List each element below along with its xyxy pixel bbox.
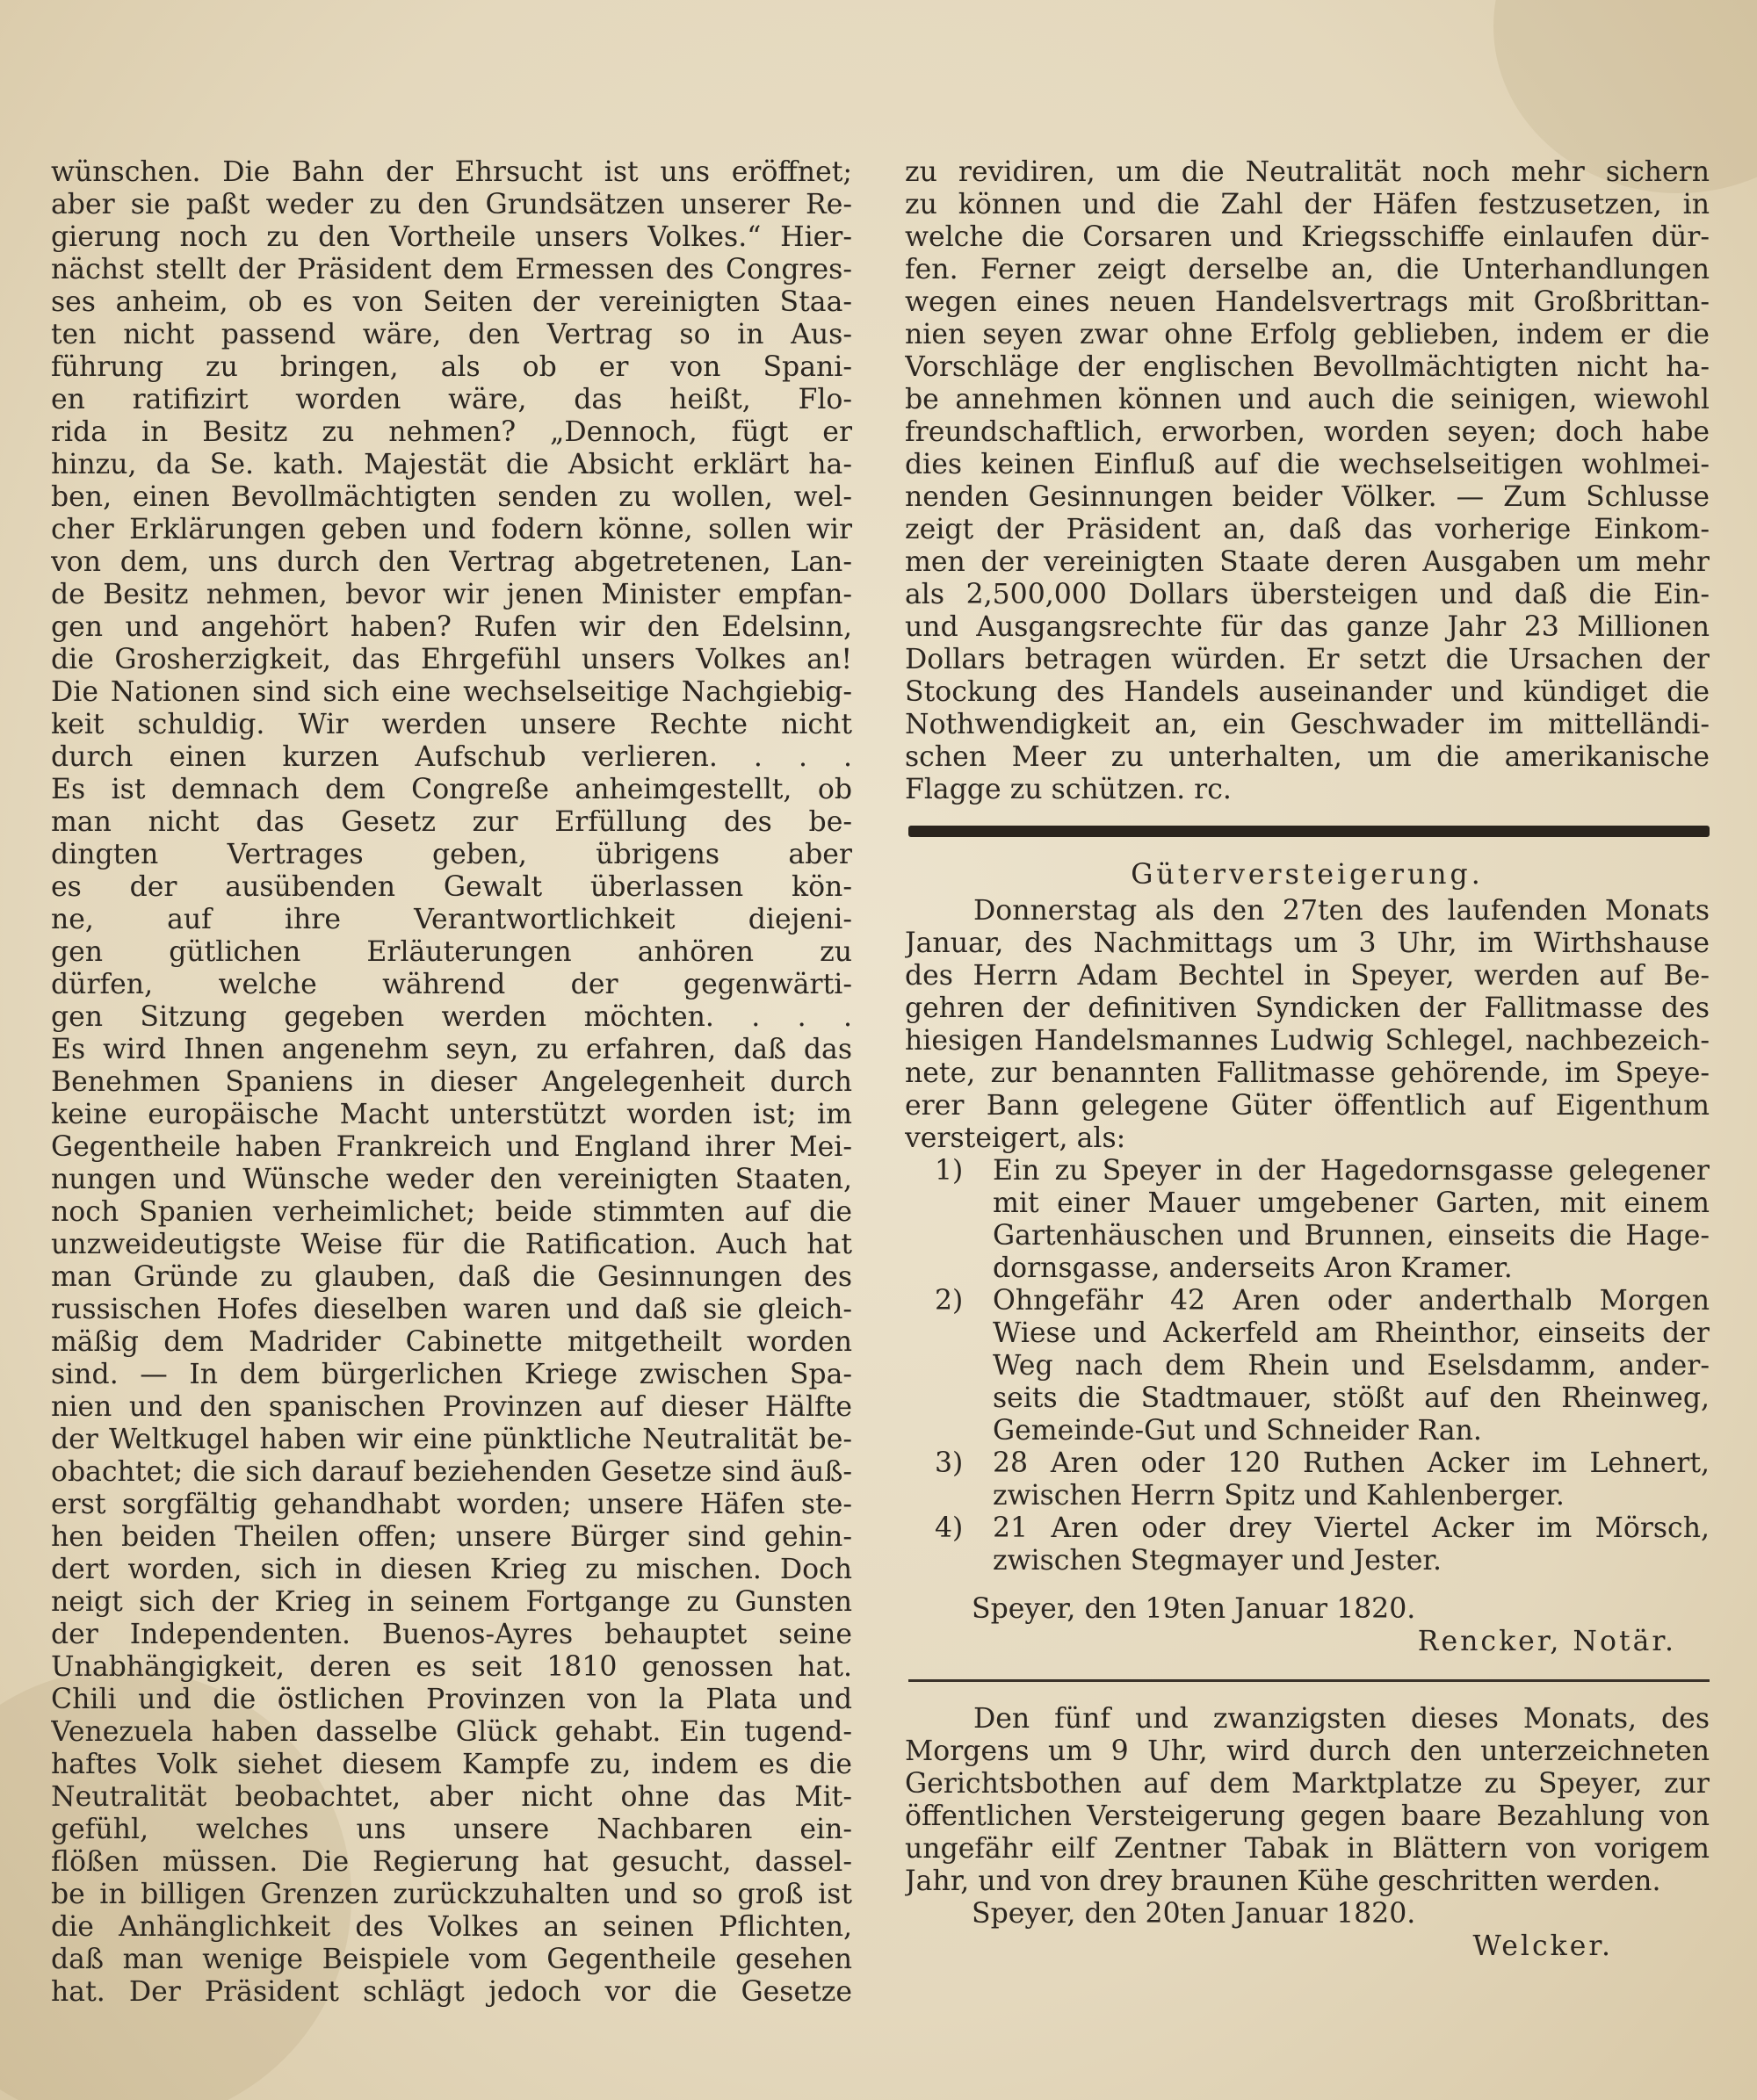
auction-item-number: 2) (935, 1285, 964, 1317)
article-line: von dem, uns durch den Vertrag abgetretenen, Lan- (51, 546, 852, 578)
article-line: zu können und die Zahl der Häfen festzusetzen, in (905, 189, 1710, 220)
article-line: be annehmen können und auch die seinigen, wiewohl (905, 384, 1710, 415)
notice-line: Morgens um 9 Uhr, wird durch den unterzeichneten (905, 1736, 1710, 1767)
article-line: Es ist demnach dem Congreße anheimgestellt, ob (51, 774, 852, 805)
article-line: der Weltkugel haben wir eine pünktliche Neutralität be- (51, 1424, 852, 1455)
auction-item-number: 1) (935, 1155, 964, 1187)
article-line: erst sorgfältig gehandhabt worden; unsere Häfen ste- (51, 1489, 852, 1520)
article-line: de Besitz nehmen, bevor wir jenen Minister empfan- (51, 579, 852, 610)
auction-signature: Rencker, Notär. (1417, 1626, 1676, 1657)
notice-line: Jahr, und von drey braunen Kühe geschritten werden. (905, 1865, 1661, 1897)
article-line: es der ausübenden Gewalt überlassen kön- (51, 871, 852, 903)
article-line: dingten Vertrages geben, übrigens aber (51, 839, 852, 870)
article-line: Es wird Ihnen angenehm seyn, zu erfahren, daß das (51, 1034, 852, 1065)
article-line: ne, auf ihre Verantwortlichkeit diejeni- (51, 904, 852, 935)
article-line: Unabhängigkeit, deren es seit 1810 genossen hat. (51, 1651, 852, 1683)
auction-heading: Güterversteigerung. (1131, 859, 1484, 891)
auction-item (935, 1447, 1710, 1512)
article-line: gen Sitzung gegeben werden möchten. . . . (51, 1001, 852, 1033)
article-line: gen gütlichen Erläuterungen anhören zu (51, 936, 852, 968)
auction-item-text (993, 1155, 1710, 1285)
article-line: freundschaftlich, erworben, worden seyen; doch habe (905, 416, 1710, 448)
auction-item-line: Wiese und Ackerfeld am Rheinthor, einseits der (993, 1317, 1710, 1349)
article-line: men der vereinigten Staate deren Ausgaben um mehr (905, 546, 1710, 578)
section-divider-thin (908, 1679, 1710, 1682)
article-line: die Anhänglichkeit des Volkes an seinen Pflichten, (51, 1911, 852, 1943)
auction-line: versteigert, als: (905, 1122, 1126, 1154)
article-line: nien seyen zwar ohne Erfolg geblieben, indem er die (905, 319, 1710, 350)
article-line: flößen müssen. Die Regierung hat gesucht, dassel- (51, 1846, 852, 1878)
notice-line: öffentlichen Versteigerung gegen baare Bezahlung von (905, 1801, 1710, 1832)
article-line: Flagge zu schützen. rc. (905, 774, 1232, 805)
article-line: gierung noch zu den Vortheile unsers Volkes.“ Hier- (51, 221, 852, 253)
auction-line: nete, zur benannten Fallitmasse gehörende, im Speye- (905, 1057, 1710, 1089)
auction-item-text (993, 1512, 1710, 1577)
article-line: fen. Ferner zeigt derselbe an, die Unterhandlungen (905, 254, 1710, 285)
auction-item-text (993, 1447, 1710, 1512)
auction-line: hiesigen Handelsmannes Ludwig Schlegel, nachbezeich- (905, 1025, 1710, 1057)
notice-dateline: Speyer, den 20ten Januar 1820. (972, 1898, 1416, 1930)
article-line: dert worden, sich in diesen Krieg zu mischen. Doch (51, 1554, 852, 1585)
article-line: haftes Volk siehet diesem Kampfe zu, indem es die (51, 1749, 852, 1780)
article-line: nenden Gesinnungen beider Völker. — Zum Schlusse (905, 481, 1710, 513)
article-line: nungen und Wünsche weder den vereinigten Staaten, (51, 1164, 852, 1195)
article-line: durch einen kurzen Aufschub verlieren. . . . (51, 741, 852, 773)
auction-item (935, 1285, 1710, 1447)
article-line: man nicht das Gesetz zur Erfüllung des be- (51, 806, 852, 838)
article-line: Stockung des Handels auseinander und kündiget die (905, 676, 1710, 708)
article-line: zu revidiren, um die Neutralität noch mehr sichern (905, 156, 1710, 188)
article-line: gefühl, welches uns unsere Nachbaren ein- (51, 1814, 852, 1845)
notice-body (905, 1703, 1710, 1898)
article-line: die Grosherzigkeit, das Ehrgefühl unsers Volkes an! (51, 644, 852, 675)
notice-line: Den fünf und zwanzigsten dieses Monats, des (973, 1703, 1710, 1735)
section-divider-thick (908, 826, 1710, 837)
article-line: Venezuela haben dasselbe Glück gehabt. Ein tugend- (51, 1716, 852, 1748)
auction-item-line: seits die Stadtmauer, stößt auf den Rheinweg, (993, 1382, 1710, 1414)
auction-item-number: 3) (935, 1447, 964, 1479)
auction-item (935, 1155, 1710, 1285)
auction-dateline: Speyer, den 19ten Januar 1820. (972, 1593, 1416, 1625)
auction-item-text (993, 1285, 1710, 1447)
continuation-text (905, 156, 1710, 806)
auction-line: gehren der definitiven Syndicken der Fallitmasse des (905, 992, 1710, 1024)
article-line: führung zu bringen, als ob er von Spani- (51, 351, 852, 383)
auction-item (935, 1512, 1710, 1577)
right-column (905, 156, 1710, 1963)
article-line: nien und den spanischen Provinzen auf dieser Hälfte (51, 1391, 852, 1423)
article-line: nächst stellt der Präsident dem Ermessen des Congres- (51, 254, 852, 285)
article-line: gen und angehört haben? Rufen wir den Edelsinn, (51, 611, 852, 643)
auction-item-line: 21 Aren oder drey Viertel Acker im Mörsch, (993, 1512, 1710, 1544)
auction-item-line: mit einer Mauer umgebener Garten, mit einem (993, 1187, 1710, 1219)
auction-item-number: 4) (935, 1512, 964, 1544)
article-line: ben, einen Bevollmächtigten senden zu wollen, wel- (51, 481, 852, 513)
article-line: aber sie paßt weder zu den Grundsätzen unserer Re- (51, 189, 852, 220)
article-line: rida in Besitz zu nehmen? „Dennoch, fügt er (51, 416, 852, 448)
article-line: schen Meer zu unterhalten, um die amerikanische (905, 741, 1710, 773)
auction-line: erer Bann gelegene Güter öffentlich auf Eigenthum (905, 1090, 1710, 1122)
article-line: ten nicht passend wäre, den Vertrag so in Aus- (51, 319, 852, 350)
article-line: russischen Hofes dieselben waren und daß sie gleich- (51, 1294, 852, 1325)
auction-item-line: dornsgasse, anderseits Aron Kramer. (993, 1252, 1513, 1284)
article-line: hinzu, da Se. kath. Majestät die Absicht erklärt ha- (51, 449, 852, 480)
article-line: neigt sich der Krieg in seinem Fortgange zu Gunsten (51, 1586, 852, 1618)
article-line: wünschen. Die Bahn der Ehrsucht ist uns eröffnet; (51, 156, 852, 188)
auction-item-line: Ein zu Speyer in der Hagedornsgasse gelegener (993, 1155, 1710, 1187)
article-line: hat. Der Präsident schlägt jedoch vor die Gesetze (51, 1976, 852, 2008)
auction-item-line: Gemeinde-Gut und Schneider Ran. (993, 1415, 1482, 1447)
article-line: und Ausgangsrechte für das ganze Jahr 23 Millionen (905, 611, 1710, 643)
article-line: daß man wenige Beispiele vom Gegentheile gesehen (51, 1944, 852, 1975)
article-line: Vorschläge der englischen Bevollmächtigten nicht ha- (905, 351, 1710, 383)
auction-item-list (905, 1155, 1710, 1577)
article-line: cher Erklärungen geben und fodern könne, sollen wir (51, 514, 852, 545)
notice-line: ungefähr eilf Zentner Tabak in Blättern von vorigem (905, 1833, 1710, 1865)
auction-item-line: Weg nach dem Rhein und Eselsdamm, ander- (993, 1350, 1710, 1382)
article-line: hen beiden Theilen offen; unsere Bürger sind gehin- (51, 1521, 852, 1553)
article-line: keine europäische Macht unterstützt worden ist; im (51, 1099, 852, 1130)
article-line: Neutralität beobachtet, aber nicht ohne das Mit- (51, 1781, 852, 1813)
article-line: der Independenten. Buenos-Ayres behauptet seine (51, 1619, 852, 1650)
article-line: sind. — In dem bürgerlichen Kriege zwischen Spa- (51, 1359, 852, 1390)
article-line: Gegentheile haben Frankreich und England ihrer Mei- (51, 1131, 852, 1163)
article-line: Dollars betragen würden. Er setzt die Ursachen der (905, 644, 1710, 675)
article-line: unzweideutigste Weise für die Ratification. Auch hat (51, 1229, 852, 1260)
article-line: obachtet; die sich darauf beziehenden Gesetze sind äuß- (51, 1456, 852, 1488)
notice-signature: Welcker. (1472, 1930, 1613, 1962)
auction-line: Donnerstag als den 27ten des laufenden Monats (973, 895, 1710, 927)
article-line: en ratifizirt worden wäre, das heißt, Flo- (51, 384, 852, 415)
article-line: man Gründe zu glauben, daß die Gesinnungen des (51, 1261, 852, 1293)
auction-item-line: Ohngefähr 42 Aren oder anderthalb Morgen (993, 1285, 1710, 1317)
article-line: noch Spanien verheimlichet; beide stimmten auf die (51, 1196, 852, 1228)
article-line: wegen eines neuen Handelsvertrags mit Großbrittan- (905, 286, 1710, 318)
article-line: ses anheim, ob es von Seiten der vereinigten Staa- (51, 286, 852, 318)
article-line: mäßig dem Madrider Cabinette mitgetheilt worden (51, 1326, 852, 1358)
article-line: keit schuldig. Wir werden unsere Rechte nicht (51, 709, 852, 740)
left-column (51, 156, 852, 2009)
article-line: be in billigen Grenzen zurückzuhalten und so groß ist (51, 1879, 852, 1910)
auction-line: Januar, des Nachmittags um 3 Uhr, im Wirthshause (905, 927, 1710, 959)
auction-item-line: zwischen Stegmayer und Jester. (993, 1545, 1442, 1577)
notice-line: Gerichtsbothen auf dem Marktplatze zu Speyer, zur (905, 1768, 1710, 1800)
article-line: Die Nationen sind sich eine wechselseitige Nachgiebig- (51, 676, 852, 708)
article-line: Benehmen Spaniens in dieser Angelegenheit durch (51, 1066, 852, 1098)
article-line: Nothwendigkeit an, ein Geschwader im mittelländi- (905, 709, 1710, 740)
auction-intro (905, 895, 1710, 1155)
article-line: dies keinen Einfluß auf die wechselseitigen wohlmei- (905, 449, 1710, 480)
auction-item-line: zwischen Herrn Spitz und Kahlenberger. (993, 1480, 1565, 1512)
article-line: zeigt der Präsident an, daß das vorherige Einkom- (905, 514, 1710, 545)
auction-line: des Herrn Adam Bechtel in Speyer, werden auf Be- (905, 960, 1710, 992)
auction-item-line: Gartenhäuschen und Brunnen, einseits die Hage- (993, 1220, 1710, 1252)
article-line: welche die Corsaren und Kriegsschiffe einlaufen dür- (905, 221, 1710, 253)
auction-item-line: 28 Aren oder 120 Ruthen Acker im Lehnert, (993, 1447, 1710, 1479)
article-line: dürfen, welche während der gegenwärti- (51, 969, 852, 1000)
article-line: als 2,500,000 Dollars übersteigen und daß die Ein- (905, 579, 1710, 610)
article-line: Chili und die östlichen Provinzen von la Plata und (51, 1684, 852, 1715)
